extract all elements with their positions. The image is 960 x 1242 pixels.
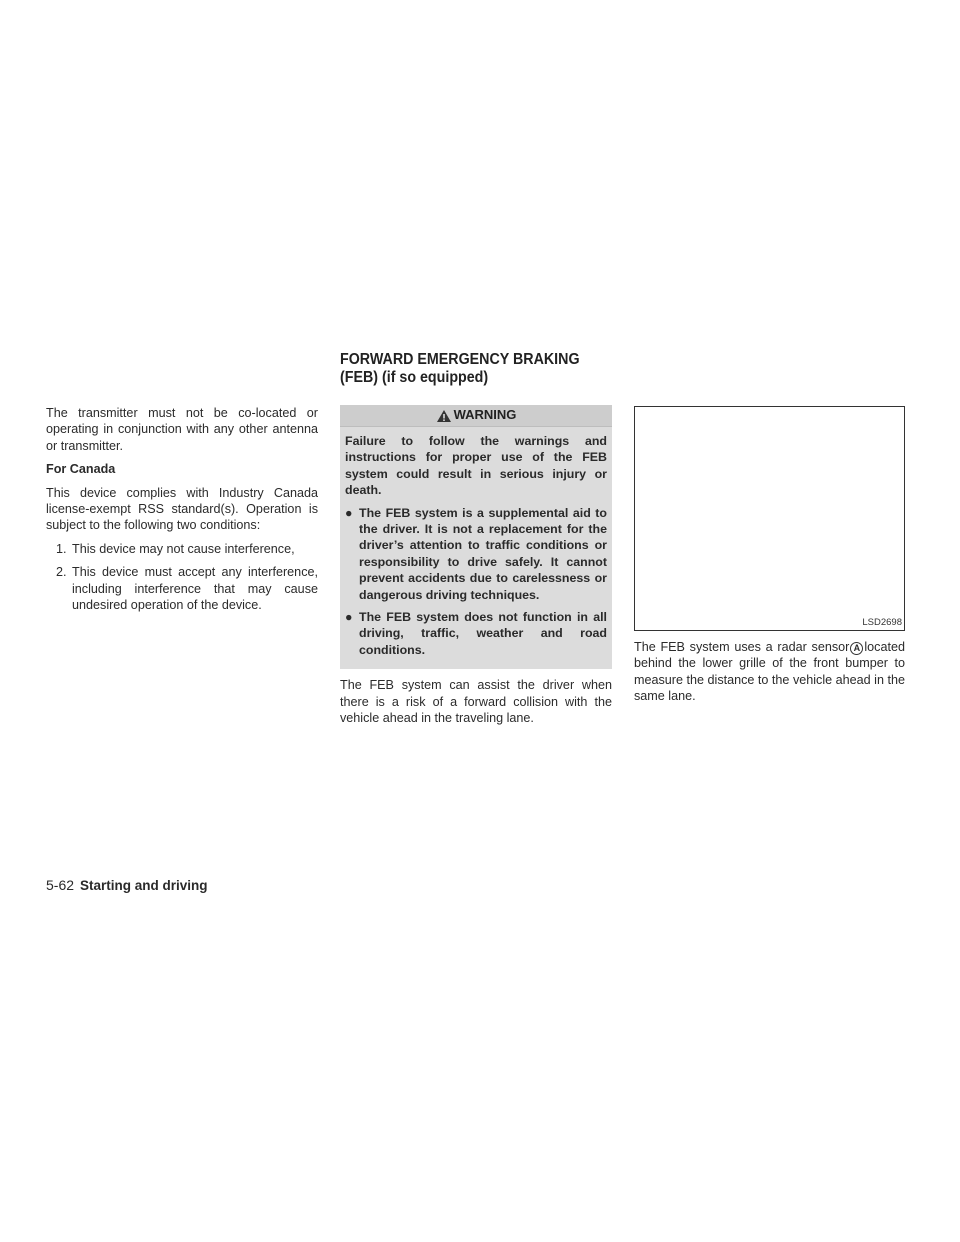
list-item-number: 2. (56, 565, 67, 580)
warning-label: WARNING (453, 407, 517, 423)
section-title-line-2: (FEB) (if so equipped) (340, 369, 489, 386)
warning-bullet-text: The FEB system is a supplemental aid to the driver. It is not a replacement for the driver’s attention to traffic conditions or responsibility to drive safely. It cannot prevent accidents due to carelessness or dangerous driving techniques. (359, 505, 607, 602)
left-column (46, 405, 318, 620)
feb-assist-paragraph: The FEB system can assist the driver when there is a risk of a forward collision with the vehicle ahead in the traveling lane. (340, 678, 612, 726)
callout-a-icon: A (850, 642, 863, 655)
radar-sensor-figure (634, 406, 905, 631)
list-item (345, 609, 607, 658)
radar-sensor-paragraph (634, 639, 905, 705)
warning-box (340, 405, 612, 669)
page-footer (46, 877, 208, 893)
warning-bullet-text: The FEB system does not function in all driving, traffic, weather and road conditions. (359, 610, 607, 657)
chapter-name: Starting and driving (80, 878, 208, 893)
warning-header (340, 405, 612, 427)
list-item-text: This device may not cause interference, (72, 541, 295, 556)
conditions-list (46, 541, 318, 614)
list-item-text: This device must accept any interference, including interference that may cause undesired operation of the device. (72, 565, 318, 613)
warning-triangle-icon (436, 409, 452, 423)
list-item (46, 564, 318, 613)
warning-intro: Failure to follow the warnings and instructions for proper use of the FEB system could result in serious injury or death. (345, 434, 607, 498)
canada-subheading: For Canada (46, 462, 116, 477)
section-title (340, 351, 616, 387)
warning-body (340, 427, 612, 658)
list-item (46, 541, 318, 557)
page-number: 5-62 (46, 877, 75, 893)
section-title-line-1: FORWARD EMERGENCY BRAKING (340, 351, 580, 368)
radar-text-after: located behind the lower grille of the front bumper to measure the distance to the vehicle ahead in the same lane. (634, 640, 905, 704)
transmitter-paragraph: The transmitter must not be co-located or operating in conjunction with any other antenna or transmitter. (46, 406, 318, 453)
right-column (634, 406, 905, 712)
canada-paragraph: This device complies with Industry Canada license-exempt RSS standard(s). Operation is subject to the following two conditions: (46, 485, 318, 533)
bullet-icon: ● (345, 610, 353, 625)
warning-bullets (345, 505, 607, 659)
figure-id: LSD2698 (862, 617, 902, 628)
middle-column (340, 405, 612, 734)
radar-text-before: The FEB system uses a radar sensor (634, 640, 850, 654)
bullet-icon: ● (345, 505, 353, 520)
list-item (345, 505, 607, 603)
list-item-number: 1. (56, 541, 67, 556)
